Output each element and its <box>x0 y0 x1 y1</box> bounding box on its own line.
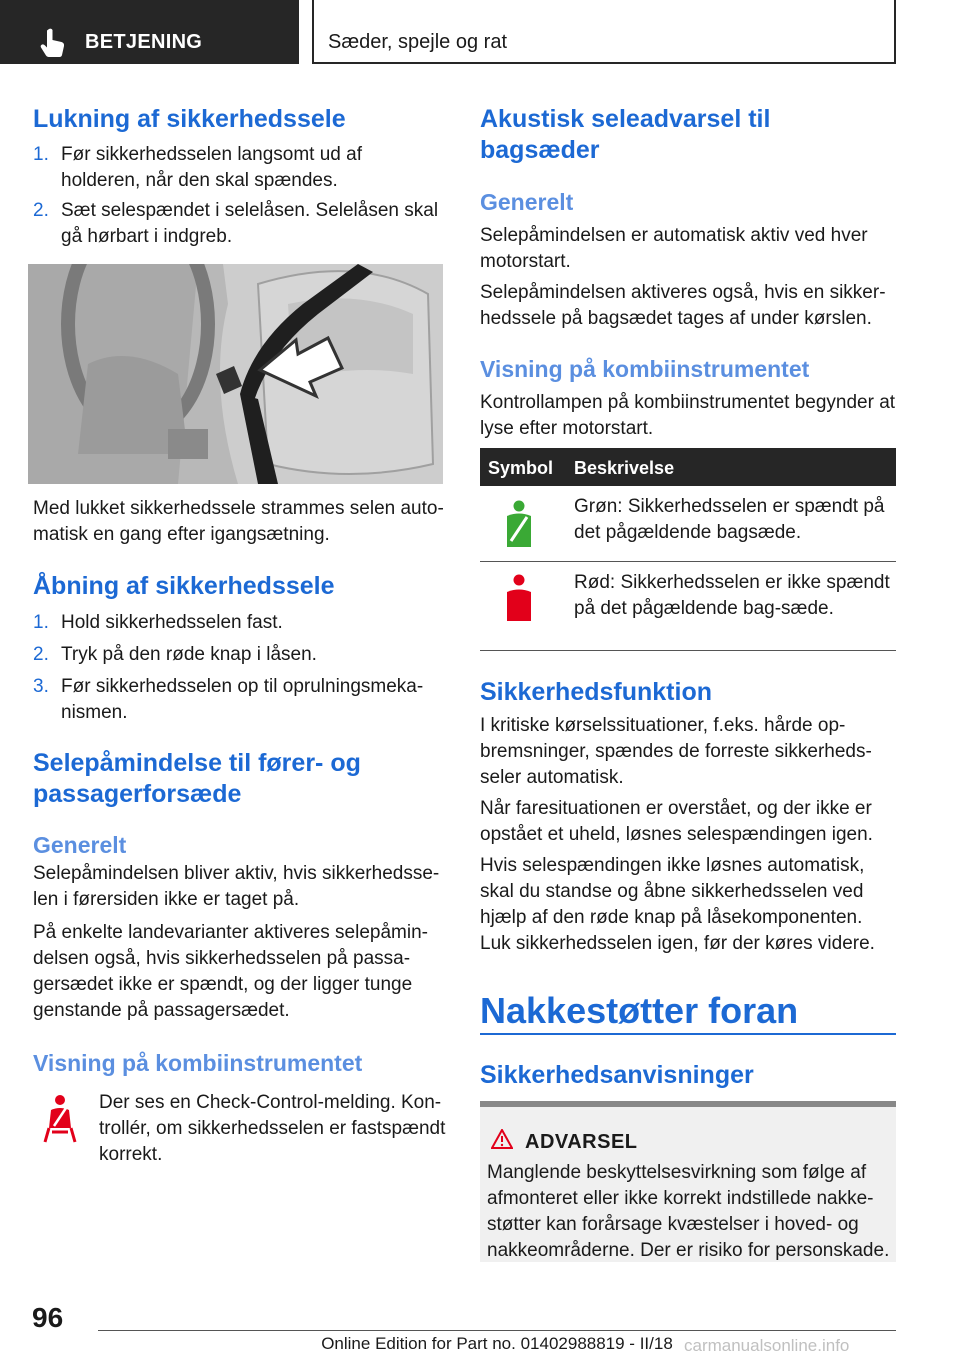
chapter-title-box <box>312 0 896 64</box>
paragraph: Selepåmindelsen aktiveres også, hvis en sikker-hedssele på bagsædet tages af under kørslen. <box>480 282 886 329</box>
paragraph: Kontrollampen på kombiinstrumentet begynder at lyse efter motorstart. <box>480 392 896 439</box>
warning-title: ADVARSEL <box>525 1131 638 1153</box>
list-item: 3. Før sikkerhedsselen op til oprulningsmeka-nismen. <box>33 676 424 723</box>
paragraph: På enkelte landevarianter aktiveres selepåmin-delsen også, hvis sikkerhedsselen på passa-gersædet ikke er spændt, og der ligger tunge genstande på passagersædet. <box>33 922 428 1021</box>
table-header <box>480 448 896 486</box>
heading-closing: Lukning af sikkerhedssele <box>33 105 346 133</box>
paragraph: Når faresituationen er overstået, og der ikke er opstået et uheld, løsnes selespændingen igen. <box>480 798 873 845</box>
warning-text: Manglende beskyttelsesvirkning som følge af afmonteret eller ikke korrekt indstillede nakke-støtter kan forårsage kvæstelser i hoved- og nakkeområderne. Der er risiko for personskade. <box>487 1162 890 1261</box>
paragraph: I kritiske kørselssituationer, f.eks. hårde op-bremsninger, spændes de forreste sikkerheds-seler automatisk. <box>480 715 872 788</box>
column-header-symbol: Symbol <box>488 458 554 478</box>
heading-opening: Åbning af sikkerhedssele <box>33 572 335 600</box>
table-row: Rød: Sikkerhedsselen er ikke spændt på det pågældende bag-sæde. <box>480 562 896 651</box>
paragraph: Selepåmindelsen bliver aktiv, hvis sikkerhedsse-len i førersiden ikke er taget på. <box>33 863 440 910</box>
heading-rule <box>480 1033 896 1035</box>
heading-headrests: Nakkestøtter foran <box>480 990 799 1031</box>
page-number: 96 <box>32 1302 64 1333</box>
footer-edition: Online Edition for Part no. 01402988819 - II/18 <box>321 1334 673 1353</box>
footer-rule <box>98 1330 896 1331</box>
chapter-title: Sæder, spejle og rat <box>328 31 507 53</box>
list-item: 2. Tryk på den røde knap i låsen. <box>33 644 317 665</box>
paragraph: Selepåmindelsen er automatisk aktiv ved hver motorstart. <box>480 225 868 272</box>
list-item: 1. Før sikkerhedsselen langsomt ud af holderen, når den skal spændes. <box>33 144 362 191</box>
table-row: Grøn: Sikkerhedsselen er spændt på det pågældende bagsæde. <box>480 486 896 562</box>
heading-reminder: Selepåmindelse til fører- og passagerforsæde <box>33 749 361 808</box>
warning-box <box>480 1101 896 1262</box>
section-tab <box>0 0 299 64</box>
seatbelt-photo <box>28 264 443 484</box>
seatbelt-red-icon <box>502 574 536 622</box>
section-label: BETJENING <box>85 31 203 53</box>
warning-triangle-icon <box>491 1129 513 1149</box>
seatbelt-warning-icon <box>43 1094 77 1144</box>
subheading-display: Visning på kombiinstrumentet <box>480 356 810 382</box>
subheading-safety-notes: Sikkerhedsanvisninger <box>480 1061 754 1089</box>
heading-safety: Sikkerhedsfunktion <box>480 678 712 706</box>
subheading-general: Generelt <box>480 189 574 215</box>
paragraph: Der ses en Check-Control-melding. Kon-trollér, om sikkerhedsselen er fastspændt korrekt. <box>99 1092 446 1165</box>
hand-pointer-icon <box>40 27 66 57</box>
column-header-description: Beskrivelse <box>574 458 675 478</box>
subheading-general: Generelt <box>33 832 127 858</box>
watermark: carmanualsonline.info <box>684 1336 850 1355</box>
paragraph: Med lukket sikkerhedssele strammes selen auto-matisk en gang efter igangsætning. <box>33 498 444 545</box>
list-item: 1. Hold sikkerhedsselen fast. <box>33 612 283 633</box>
paragraph: Hvis selespændingen ikke løsnes automatisk, skal du standse og åbne sikkerhedsselen ved hjælp af den røde knap på låsekomponenten. Luk sikkerhedsselen igen, før der køres videre. <box>480 855 875 954</box>
seatbelt-green-icon <box>502 500 536 548</box>
list-item: 2. Sæt selespændet i selelåsen. Selelåsen skal gå hørbart i indgreb. <box>33 200 439 247</box>
heading-acoustic: Akustisk seleadvarsel til bagsæder <box>480 105 771 164</box>
subheading-display: Visning på kombiinstrumentet <box>33 1050 363 1076</box>
